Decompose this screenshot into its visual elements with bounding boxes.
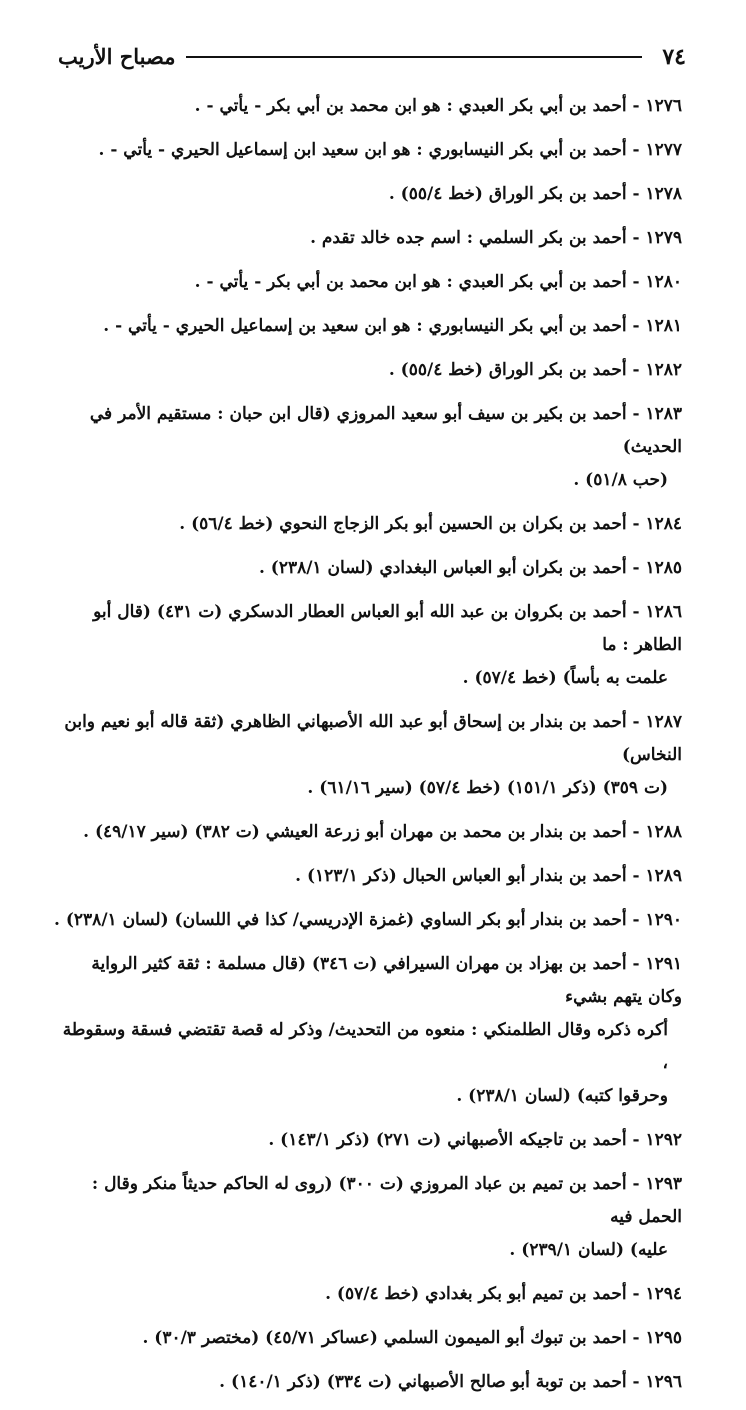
entry-continuation: (ت ٣٥٩) (ذكر ١٥١/١) (خط ٥٧/٤) (سير ٦١/١٦) . [307, 778, 668, 798]
entry [54, 1322, 682, 1355]
entry-text: ١٢٨١ - أحمد بن أبي بكر النيسابوري : هو ابن سعيد بن إسماعيل الحيري - يأتي - . [103, 316, 682, 336]
entries-list [54, 90, 682, 1410]
entry [54, 948, 682, 1113]
entry [54, 816, 682, 849]
entry-text: ١٢٩١ - أحمد بن بهزاد بن مهران السيرافي (ت ٣٤٦) (قال مسلمة : ثقة كثير الرواية وكان يتهم بشيء [91, 954, 682, 1007]
entry-text: ١٢٩٦ - أحمد بن توبة أبو صالح الأصبهاني (ت ٣٣٤) (ذكر ١٤٠/١) . [219, 1372, 682, 1392]
entry-text: ١٢٨٣ - أحمد بن بكير بن سيف أبو سعيد المروزي (قال ابن حبان : مستقيم الأمر في الحديث) [89, 404, 682, 457]
entry-text: ١٢٨٠ - أحمد بن أبي بكر العبدي : هو ابن محمد بن أبي بكر - يأتي - . [194, 272, 682, 292]
entry-continuation: أكره ذكره وقال الطلمنكي : منعوه من التحديث/ وذكر له قصة تقتضي فسقة وسقوطة ، [62, 1020, 668, 1073]
entry [54, 1168, 682, 1267]
entry-text: ١٢٨٦ - أحمد بن بكروان بن عبد الله أبو العباس العطار الدسكري (ت ٤٣١) (قال أبو الطاهر : ما [93, 602, 682, 655]
entry-text: ١٢٩٥ - احمد بن تبوك أبو الميمون السلمي (عساكر ٤٥/٧١) (مختصر ٣٠/٣) . [142, 1328, 682, 1348]
entry [54, 706, 682, 805]
entry-text: ١٢٨٨ - أحمد بن بندار بن محمد بن مهران أبو زرعة العيشي (ت ٣٨٢) (سير ٤٩/١٧) . [83, 822, 682, 842]
entry-text: ١٢٨٩ - أحمد بن بندار أبو العباس الحبال (ذكر ١٢٣/١) . [295, 866, 682, 886]
entry-text: ١٢٧٦ - أحمد بن أبي بكر العبدي : هو ابن محمد بن أبي بكر - يأتي - . [194, 96, 682, 116]
entry [54, 552, 682, 585]
entry-text: ١٢٩٠ - أحمد بن بندار أبو بكر الساوي (غمزة الإدريسي/ كذا في اللسان) (لسان ٢٣٨/١) . [54, 910, 682, 930]
entry [54, 222, 682, 255]
entry-text: ١٢٧٧ - أحمد بن أبي بكر النيسابوري : هو ابن سعيد ابن إسماعيل الحيري - يأتي - . [98, 140, 682, 160]
entry-continuation: وحرقوا كتبه) (لسان ٢٣٨/١) . [456, 1086, 668, 1106]
entry-continuation: (حب ٥١/٨) . [573, 470, 668, 490]
entry [54, 596, 682, 695]
entry [54, 178, 682, 211]
header-rule [186, 56, 642, 58]
entry [54, 310, 682, 343]
entry-text: ١٢٨٢ - أحمد بن بكر الوراق (خط ٥٥/٤) . [388, 360, 682, 380]
entry [54, 1278, 682, 1311]
entry [54, 860, 682, 893]
entry-text: ١٢٩٣ - أحمد بن تميم بن عباد المروزي (ت ٣٠٠) (روى له الحاكم حديثاً منكر وقال : الحمل فيه [91, 1174, 682, 1227]
page-number: ٧٤ [662, 44, 686, 70]
entry [54, 1124, 682, 1157]
page-header [58, 44, 686, 74]
entry-text: ١٢٧٨ - أحمد بن بكر الوراق (خط ٥٥/٤) . [388, 184, 682, 204]
entry [54, 904, 682, 937]
entry [54, 1366, 682, 1399]
entry-continuation: علمت به بأساً) (خط ٥٧/٤) . [462, 668, 668, 688]
entry-text: ١٢٨٤ - أحمد بن بكران بن الحسين أبو بكر الزجاج النحوي (خط ٥٦/٤) . [179, 514, 682, 534]
entry [54, 90, 682, 123]
entry [54, 398, 682, 497]
entry [54, 354, 682, 387]
entry [54, 508, 682, 541]
entry-text: ١٢٩٤ - أحمد بن تميم أبو بكر بغدادي (خط ٥٧/٤) . [325, 1284, 682, 1304]
entry-continuation: عليه) (لسان ٢٣٩/١) . [509, 1240, 668, 1260]
entry-text: ١٢٩٢ - أحمد بن تاجيكه الأصبهاني (ت ٢٧١) (ذكر ١٤٣/١) . [268, 1130, 682, 1150]
entry-text: ١٢٧٩ - أحمد بن بكر السلمي : اسم جده خالد تقدم . [310, 228, 682, 248]
entry [54, 134, 682, 167]
entry [54, 266, 682, 299]
running-title: مصباح الأريب [58, 44, 176, 69]
entry-text: ١٢٨٥ - أحمد بن بكران أبو العباس البغدادي (لسان ٢٣٨/١) . [258, 558, 682, 578]
entry-text: ١٢٨٧ - أحمد بن بندار بن إسحاق أبو عبد الله الأصبهاني الظاهري (ثقة قاله أبو نعيم وابن النخاس) [64, 712, 682, 765]
